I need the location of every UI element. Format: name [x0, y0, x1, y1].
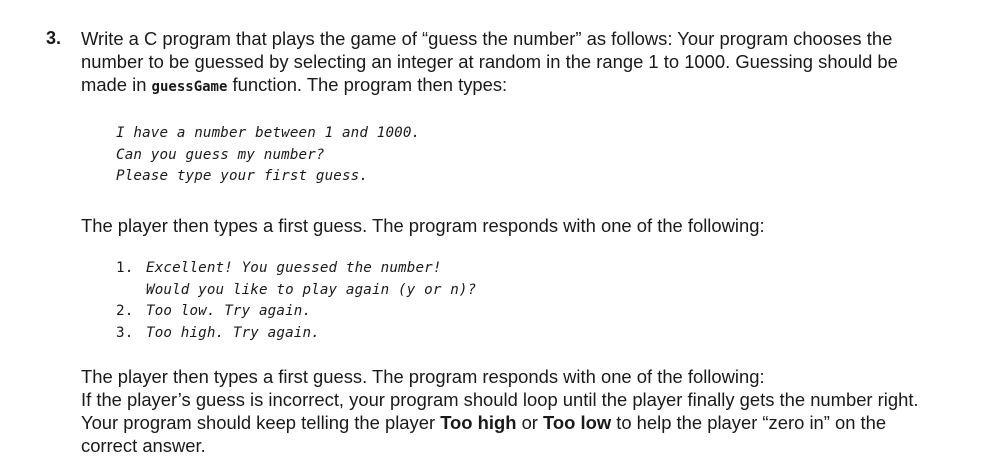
closing-line-2: If the player’s guess is incorrect, your program should loop until the player finally gets the number right. — [81, 389, 919, 410]
response-item-1-text: Excellent! You guessed the number! — [146, 260, 442, 276]
too-low-emphasis: Too low — [543, 412, 612, 433]
closing-line-3-rest: to help the player “zero in” on the — [611, 412, 887, 433]
intro-line-1: Write a C program that plays the game of “guess the number” as follows: Your program chooses the — [81, 28, 893, 49]
closing-or-text: or — [516, 412, 544, 433]
intro-line-3-text: made in — [81, 74, 152, 95]
function-name-code: guessGame — [151, 79, 228, 95]
response-item-1-continuation — [116, 280, 476, 302]
response-item-1-number: 1. — [116, 260, 134, 276]
prompt-line-3: Please type your first guess. — [116, 168, 369, 184]
response-item-1 — [116, 258, 476, 280]
closing-line-3-text: Your program should keep telling the player — [81, 412, 441, 433]
response-item-2-text: Too low. Try again. — [146, 303, 312, 319]
prompt-line-2: Can you guess my number? — [116, 146, 325, 163]
response-item-3 — [116, 323, 476, 345]
response-item-1-text-2: Would you like to play again (y or n)? — [146, 281, 477, 298]
too-high-emphasis: Too high — [440, 412, 517, 433]
response-item-2 — [116, 301, 476, 323]
question-intro — [81, 27, 898, 99]
response-item-3-number: 3. — [116, 324, 134, 341]
prompt-line-1: I have a number between 1 and 1000. — [116, 125, 421, 141]
intro-line-3-rest: function. The program then types: — [227, 74, 508, 95]
closing-line-1: The player then types a first guess. The program responds with one of the following: — [81, 366, 765, 387]
intro-line-3 — [81, 73, 898, 99]
closing-line-3 — [81, 411, 919, 434]
closing-paragraph — [81, 365, 919, 457]
question-number: 3. — [46, 28, 62, 48]
responds-paragraph: The player then types a first guess. The program responds with one of the following: — [81, 215, 765, 236]
closing-line-4: correct answer. — [81, 435, 206, 456]
responses-list — [116, 258, 476, 344]
response-item-2-number: 2. — [116, 303, 134, 319]
intro-line-2: number to be guessed by selecting an integer at random in the range 1 to 1000. Guessing should be — [81, 51, 898, 72]
prompt-output-block — [116, 123, 420, 188]
response-item-3-text: Too high. Try again. — [146, 324, 320, 341]
